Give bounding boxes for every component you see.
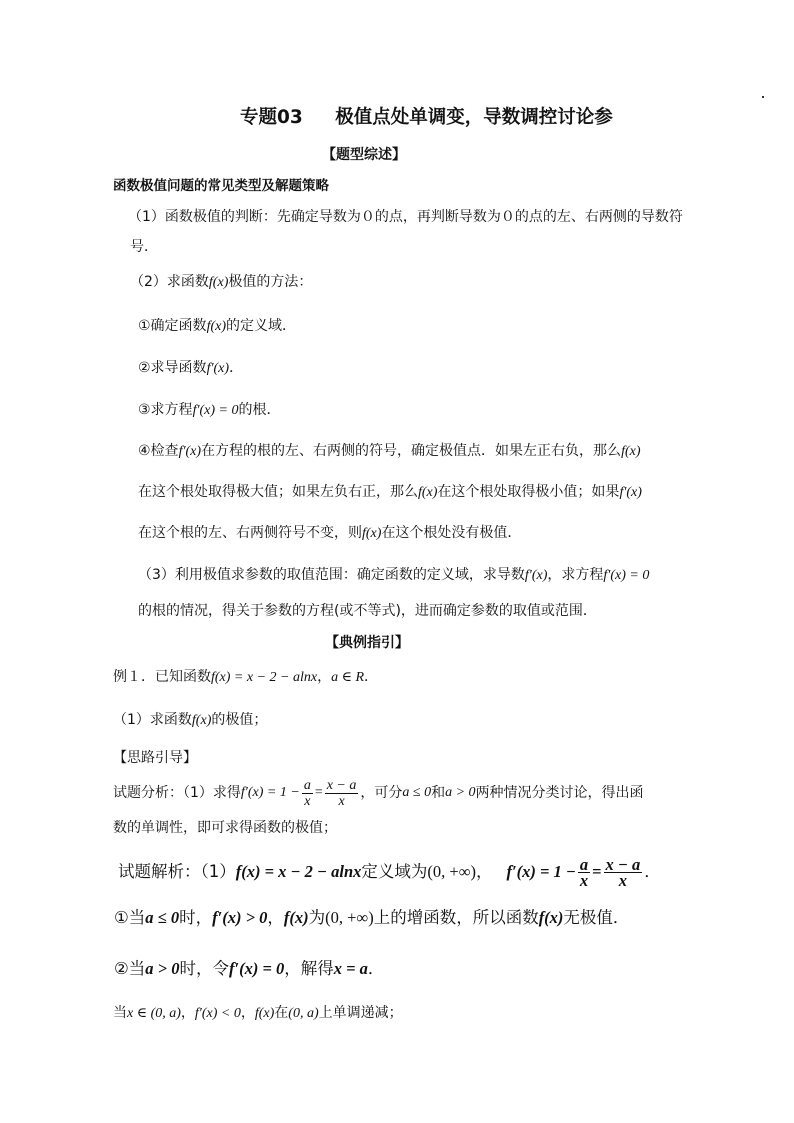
fraction-denominator: x [618, 870, 628, 890]
hint-heading: 【思路引导】 [113, 750, 197, 766]
math-function: f(x) = x − 2 − alnx [211, 670, 318, 685]
math-equation: f′(x) = 0 [603, 568, 650, 583]
para1-line1 [128, 207, 683, 227]
case1-text-a: ①当 [114, 908, 146, 927]
para3-line1 [138, 565, 649, 586]
topic-heading: 函数极值问题的常见类型及解题策略 [113, 178, 329, 194]
solution-line1 [118, 852, 661, 892]
math-fprime-lhs: f′(x) = 1 − [506, 862, 576, 881]
last-line [113, 1003, 403, 1024]
math-fx: f(x) [362, 526, 382, 541]
step4-text-e: 在这个根的左、右两侧符号不变，则 [138, 525, 362, 541]
fraction-numerator: a [579, 854, 589, 874]
math-case1: a ≤ 0 [402, 785, 432, 800]
math-interval: (0, a) [288, 1006, 319, 1021]
math-fprime-lhs: f′(x) = 1 − [240, 785, 300, 800]
solution-end: ． [644, 862, 661, 881]
analysis-text-mid: 和 [431, 785, 446, 801]
math-fx: f(x) [283, 908, 309, 927]
math-fx: f(x) [191, 713, 212, 728]
step3-text-b: 的根． [238, 402, 281, 418]
math-inequality: f′(x) < 0 [194, 1006, 241, 1021]
analysis-line2 [113, 818, 337, 838]
math-inequality: f′(x) > 0 [212, 908, 268, 927]
para1-text-a: （1）函数极值的判断：先确定导数为０的点，再判断导数为０的点的左、右两侧的导数符 [128, 209, 683, 225]
math-root: x = a [333, 959, 368, 978]
step4-text-c: 在这个根处取得极大值；如果左负右正，那么 [138, 484, 418, 500]
step4-line1 [138, 441, 641, 462]
solution-text-b: 定义域为 [361, 862, 428, 881]
section-heading-examples: 【典例指引】 [325, 635, 409, 651]
math-fx: f(x) [621, 444, 641, 459]
step2-text-b: ． [229, 360, 244, 376]
last-text-e: 上单调递减； [318, 1005, 403, 1021]
fraction-x-minus-a-over-x [604, 854, 643, 890]
stray-dot [762, 96, 764, 98]
case1-text-d: 为 [308, 908, 326, 927]
para3-text-c: 的根的情况，得关于参数的方程(或不等式)，进而确定参数的取值或范围． [138, 603, 597, 619]
step1-text-b: 的定义域． [226, 318, 296, 334]
math-function: f(x) = x − 2 − alnx [235, 862, 362, 881]
step3-text-a: ③求方程 [138, 402, 193, 418]
math-domain: a ∈ R [331, 670, 365, 685]
analysis-line1 [113, 776, 644, 810]
math-condition: a > 0 [145, 959, 180, 978]
analysis-text-b: ，可分 [360, 785, 403, 801]
case1-text-b: 时， [179, 908, 213, 927]
case1-text-c: ， [267, 908, 284, 927]
math-fprime: f′(x) [619, 485, 642, 500]
step4-text-d: 在这个根处取得极小值；如果 [437, 484, 620, 500]
solution-text-a: 试题解析：（1） [118, 862, 236, 881]
fraction-denominator: x [338, 793, 345, 809]
question-1 [113, 710, 267, 731]
math-condition: a ≤ 0 [145, 908, 180, 927]
example-sep: ， [317, 669, 332, 685]
para3-text-b: ，求方程 [547, 567, 604, 583]
last-text-a: 当 [113, 1005, 127, 1021]
case2 [114, 957, 384, 981]
step2 [138, 358, 243, 379]
math-fx: f(x) [254, 1006, 275, 1021]
case1 [114, 906, 629, 930]
last-text-d: 在 [274, 1005, 289, 1021]
case2-text-b: 时，令 [179, 959, 229, 978]
math-fprime: f′(x) [206, 361, 230, 376]
case2-text-d: ． [367, 959, 385, 978]
case1-text-f: 无极值． [563, 908, 630, 927]
para1-text-b: 号． [130, 239, 158, 255]
analysis-text-c: 两种情况分类讨论，得出函 [475, 785, 644, 801]
para2-text-a: （2）求函数 [130, 274, 209, 290]
question-text-a: （1）求函数 [113, 712, 192, 728]
step3 [138, 400, 281, 421]
fraction-a-over-x [302, 778, 313, 809]
analysis-text-a: 试题分析：（1）求得 [113, 785, 241, 801]
title-topic: 极值点处单调变，导数调控讨论参 [335, 107, 613, 128]
example-label: 例１．已知函数 [113, 669, 211, 685]
question-text-b: 的极值； [211, 712, 268, 728]
fraction-x-minus-a-over-x [325, 778, 359, 809]
math-fx: f(x) [206, 319, 226, 334]
page-title [240, 108, 613, 128]
math-fx: f(x) [208, 275, 229, 290]
math-fprime: f′(x) [178, 444, 202, 459]
fraction-numerator: x − a [326, 777, 357, 793]
math-equation: f′(x) = 0 [192, 403, 239, 418]
math-equals: = [592, 862, 602, 881]
math-fx: f(x) [418, 485, 438, 500]
case2-text-c: ，解得 [284, 959, 334, 978]
case2-text-a: ②当 [114, 959, 146, 978]
math-domain: (0, +∞) [427, 862, 476, 881]
para3-line2 [138, 601, 597, 621]
fraction-denominator: x [304, 793, 311, 809]
title-series: 专题03 [240, 107, 303, 128]
last-text-c: ， [240, 1005, 255, 1021]
para1-line2 [130, 237, 158, 257]
last-text-b: ， [180, 1005, 195, 1021]
step1-text-a: ①确定函数 [138, 318, 207, 334]
math-domain: (0, +∞) [325, 908, 374, 927]
math-equals: = [314, 785, 323, 800]
math-case2: a > 0 [445, 785, 476, 800]
step4-text-a: ④检查 [138, 443, 179, 459]
fraction-denominator: x [579, 870, 589, 890]
example-1 [113, 667, 378, 688]
step4-text-f: 在这个根处没有极值． [381, 525, 522, 541]
step4-text-b: 在方程的根的左、右两侧的符号，确定极值点．如果左正右负，那么 [201, 443, 622, 459]
section-heading-overview: 【题型综述】 [322, 147, 406, 163]
math-fx: f(x) [538, 908, 564, 927]
para2-text-b: 极值的方法： [228, 274, 313, 290]
math-fprime: f′(x) [524, 568, 548, 583]
step4-line2 [138, 482, 642, 503]
step4-line3 [138, 523, 521, 544]
example-end: ． [364, 669, 379, 685]
para2 [130, 272, 312, 293]
math-interval: x ∈ (0, a) [127, 1006, 181, 1021]
case1-text-e: 上的增函数，所以函数 [373, 908, 539, 927]
analysis-text-d: 数的单调性，即可求得函数的极值； [113, 820, 337, 836]
step1 [138, 316, 296, 337]
fraction-a-over-x [578, 854, 590, 890]
solution-text-c: ， [475, 862, 493, 881]
fraction-numerator: x − a [605, 854, 641, 874]
fraction-numerator: a [303, 777, 311, 793]
math-equation: f′(x) = 0 [228, 959, 285, 978]
para3-text-a: （3）利用极值求参数的取值范围：确定函数的定义域，求导数 [138, 567, 525, 583]
step2-text-a: ②求导函数 [138, 360, 207, 376]
